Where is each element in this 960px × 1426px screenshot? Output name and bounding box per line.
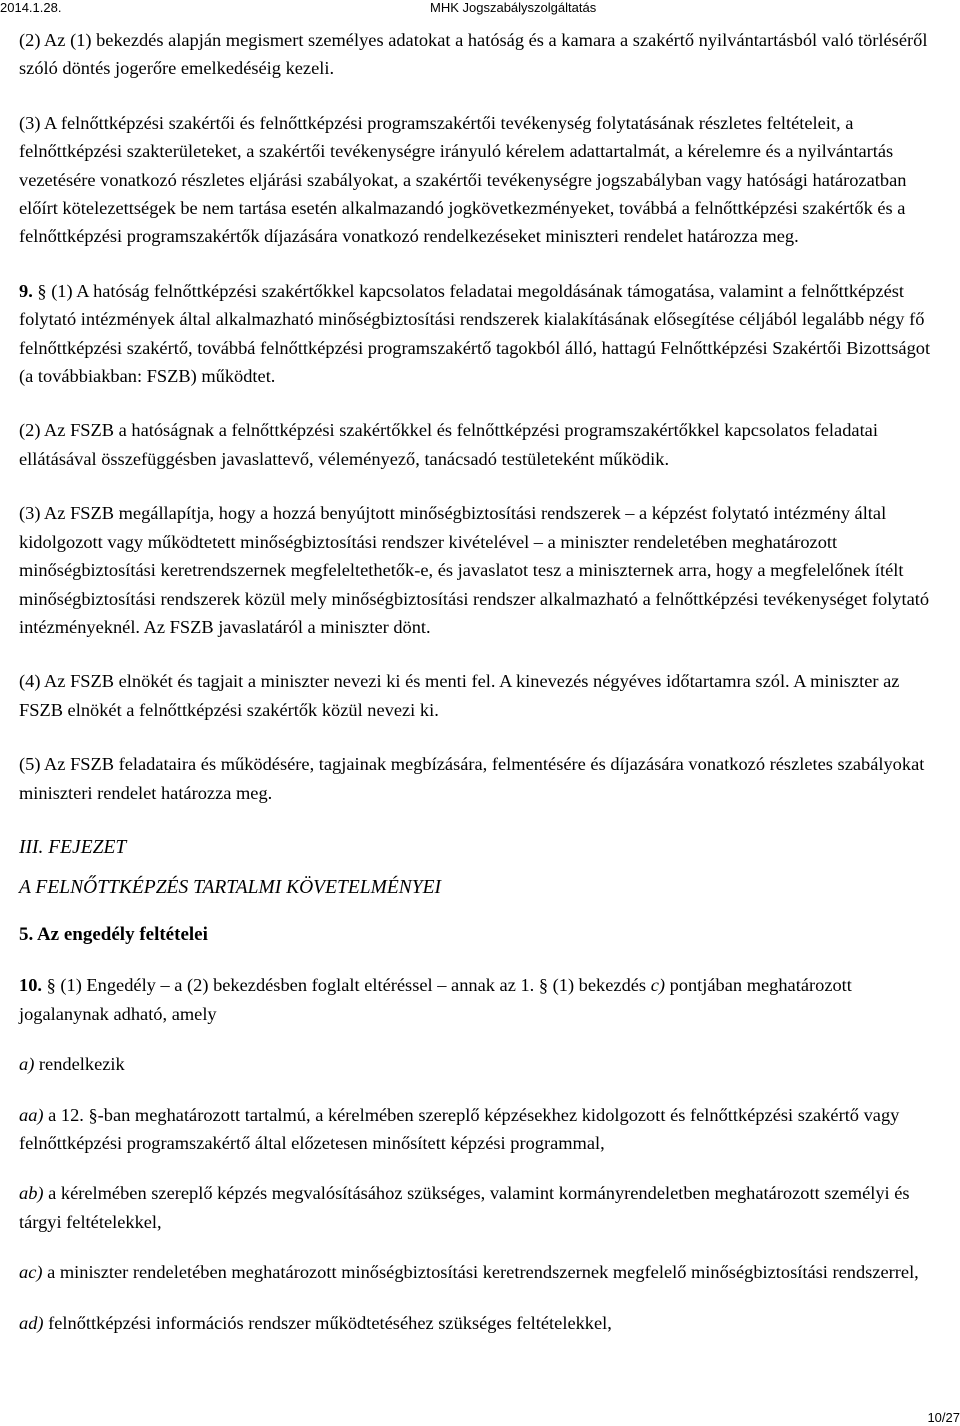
paragraph: (2) Az FSZB a hatóságnak a felnőttképzési szakértőkkel és felnőttképzési programszakértőkkel kapcsolatos feladatai ellátásával összefüggésben javaslattevő, véleményező, tanácsadó testületeként működik.	[19, 420, 878, 469]
section-title: 5. Az engedély feltételei	[19, 923, 208, 945]
paragraph	[19, 1258, 939, 1286]
section-number: 9.	[19, 280, 33, 301]
paragraph	[19, 1050, 939, 1078]
section-number: 10.	[19, 975, 42, 996]
paragraph	[19, 1179, 939, 1236]
point-label: aa)	[19, 1104, 44, 1125]
chapter-number: III. FEJEZET	[19, 836, 127, 858]
point-label: a)	[19, 1054, 35, 1075]
paragraph-text: § (1) Engedély – a (2) bekezdésben foglalt eltéréssel – annak az 1. § (1) bekezdés	[42, 975, 651, 996]
point-reference: c)	[650, 975, 665, 996]
point-label: ab)	[19, 1183, 44, 1204]
paragraph-text: pontjában meghatározott jogalanynak adható, amely	[19, 975, 852, 1024]
paragraph	[19, 971, 939, 1028]
paragraph-text: a 12. §-ban meghatározott tartalmú, a kérelmében szereplő képzésekhez kidolgozott és felnőttképzési szakértő vagy felnőttképzési programszakértő által előzetesen minősített képzési programmal,	[19, 1104, 900, 1153]
paragraph-text: felnőttképzési információs rendszer működtetéséhez szükséges feltételekkel,	[43, 1312, 612, 1333]
page-number: 10/27	[927, 1410, 960, 1425]
paragraph	[19, 1309, 939, 1337]
paragraph-text: rendelkezik	[34, 1054, 125, 1075]
document-body	[19, 26, 939, 1359]
chapter-title: A FELNŐTTKÉPZÉS TARTALMI KÖVETELMÉNYEI	[19, 876, 442, 898]
paragraph: (4) Az FSZB elnökét és tagjait a miniszter nevezi ki és menti fel. A kinevezés négyéves időtartamra szól. A miniszter az FSZB elnökét a felnőttképzési szakértők közül nevezi ki.	[19, 671, 900, 720]
paragraph: (2) Az (1) bekezdés alapján megismert személyes adatokat a hatóság és a kamara a szakértő nyilvántartásból való törléséről szóló döntés jogerőre emelkedéséig kezeli.	[19, 30, 928, 79]
header-date: 2014.1.28.	[0, 0, 62, 15]
page-header	[0, 0, 960, 16]
paragraph	[19, 277, 939, 391]
point-label: ad)	[19, 1312, 44, 1333]
paragraph: (5) Az FSZB feladataira és működésére, tagjainak megbízására, felmentésére és díjazására vonatkozó részletes szabályokat miniszteri rendelet határozza meg.	[19, 754, 925, 803]
paragraph	[19, 1101, 939, 1158]
paragraph-text: a miniszter rendeletében meghatározott minőségbiztosítási keretrendszernek megfelelő minőségbiztosítási rendszerrel,	[42, 1262, 919, 1283]
paragraph-text: a kérelmében szereplő képzés megvalósításához szükséges, valamint kormányrendeletben meghatározott személyi és tárgyi feltételekkel,	[19, 1183, 910, 1232]
paragraph: (3) Az FSZB megállapítja, hogy a hozzá benyújtott minőségbiztosítási rendszerek – a képzést folytató intézmény által kidolgozott vagy működtetett minőségbiztosítási rendszer kivételével – a miniszter rendeletében meghatározott minőségbiztosítási keretrendszernek megfeleltethetők-e, és javaslatot tesz a miniszternek arra, hogy a megfelelőnek ítélt minőségbiztosítási rendszerek közül mely minőségbiztosítási rendszer alkalmazható a felnőttképzési tevékenységet folytató intézményeknél. Az FSZB javaslatáról a miniszter dönt.	[19, 503, 930, 637]
point-label: ac)	[19, 1262, 43, 1283]
header-title: MHK Jogszabályszolgáltatás	[430, 0, 597, 15]
paragraph-text: § (1) A hatóság felnőttképzési szakértőkkel kapcsolatos feladatai megoldásának támogatása, valamint a felnőttképzést folytató intézmények által alkalmazható minőségbiztosítási rendszerek kialakításának elősegítése céljából legalább négy fő felnőttképzési szakértő, továbbá felnőttképzési programszakértő tagokból álló, hattagú Felnőttképzési Szakértői Bizottságot (a továbbiakban: FSZB) működtet.	[19, 280, 931, 387]
paragraph: (3) A felnőttképzési szakértői és felnőttképzési programszakértői tevékenység folytatásának részletes feltételeit, a felnőttképzési szakterületeket, a szakértői tevékenységre irányuló kérelem adattartalmát, a kérelemre és a nyilvántartás vezetésére vonatkozó részletes eljárási szabályokat, a szakértői tevékenységre jogszabályban vagy hatósági határozatban előírt kötelezettségek be nem tartása esetén alkalmazandó jogkövetkezményeket, továbbá a felnőttképzési szakértők és a felnőttképzési programszakértők díjazására vonatkozó rendelkezéseket miniszteri rendelet határozza meg.	[19, 112, 907, 247]
